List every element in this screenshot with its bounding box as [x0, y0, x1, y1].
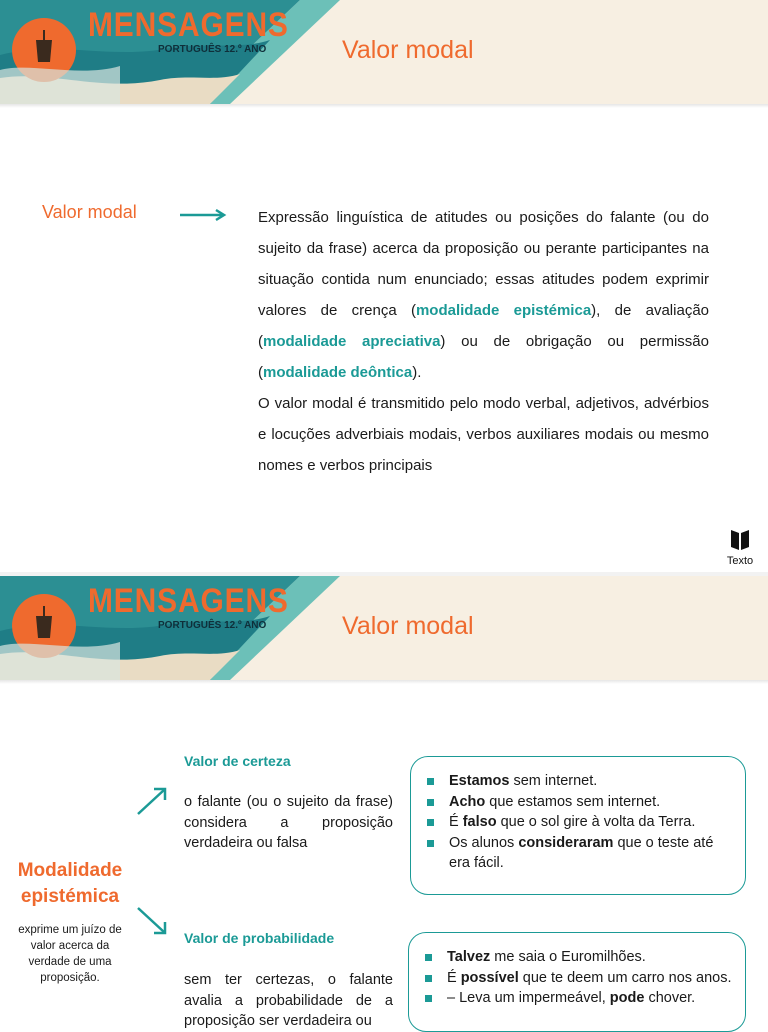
list-item: É possível que te deem um carro nos anos. [425, 968, 733, 989]
list-item: – Leva um impermeável, pode chover. [425, 988, 733, 1009]
brand-logo: MENSAGENS [88, 6, 289, 44]
term-label: Valor modal [42, 202, 137, 222]
right-arrow-icon [180, 208, 228, 222]
certainty-heading: Valor de certeza [184, 753, 291, 769]
modality-description: exprime um juízo de valor acerca da verdade de uma proposição. [18, 924, 122, 984]
probability-heading: Valor de probabilidade [184, 930, 335, 946]
book-icon [729, 528, 751, 552]
certainty-examples-list [427, 771, 733, 874]
header-banner [0, 0, 768, 104]
list-item: Talvez me saia o Euromilhões. [425, 947, 733, 968]
modality-title: Modalidade epistémica [17, 860, 123, 907]
publisher-label: Texto [726, 555, 754, 567]
banner-shadow [0, 680, 768, 684]
slide-title: Valor modal [342, 36, 474, 64]
highlight-deontica: modalidade deôntica [263, 364, 413, 381]
list-item: Os alunos consideraram que o teste até era fácil. [427, 833, 733, 874]
up-right-arrow-icon [134, 784, 170, 818]
list-item: É falso que o sol gire à volta da Terra. [427, 812, 733, 833]
probability-text: sem ter certezas, o falante avalia a probabilidade de a proposição ser verdadeira ou [184, 972, 393, 1029]
probability-examples-box [408, 932, 746, 1032]
certainty-text: o falante (ou o sujeito da frase) considera a proposição verdadeira ou falsa [184, 794, 393, 851]
definition-paragraph-2: O valor modal é transmitido pelo modo verbal, adjetivos, advérbios e locuções adverbiais modais, verbos auxiliares modais ou mesmo nomes e verbos principais [258, 395, 709, 474]
slide-title: Valor modal [342, 612, 474, 640]
highlight-epistemica: modalidade epistémica [415, 302, 592, 319]
definition-text: Expressão linguística de atitudes ou posições do falante (ou do sujeito da frase) acerca da proposição ou perante participantes na situação contida num enunciado; essas atitudes podem exprimir valores de crença (modalidade epistémica), de avaliação (modalidade apreciativa) ou de obrigação ou permissão (modalidade deôntica). O valor modal é transmitido pelo modo verbal, adjetivos, advérbios e locuções adverbiais modais, verbos auxiliares modais ou mesmo nomes e verbos principais [258, 202, 709, 481]
brand-subtitle: PORTUGUÊS 12.º ANO [158, 44, 267, 55]
probability-examples-list [425, 947, 733, 1009]
down-right-arrow-icon [134, 904, 170, 938]
list-item: Acho que estamos sem internet. [427, 792, 733, 813]
banner-shadow [0, 104, 768, 108]
highlight-apreciativa: modalidade apreciativa [263, 333, 441, 350]
header-banner-2 [0, 576, 768, 680]
brand-subtitle: PORTUGUÊS 12.º ANO [158, 620, 267, 631]
list-item: Estamos sem internet. [427, 771, 733, 792]
brand-logo: MENSAGENS [88, 582, 289, 620]
publisher-logo [722, 528, 758, 567]
certainty-examples-box [410, 756, 746, 895]
